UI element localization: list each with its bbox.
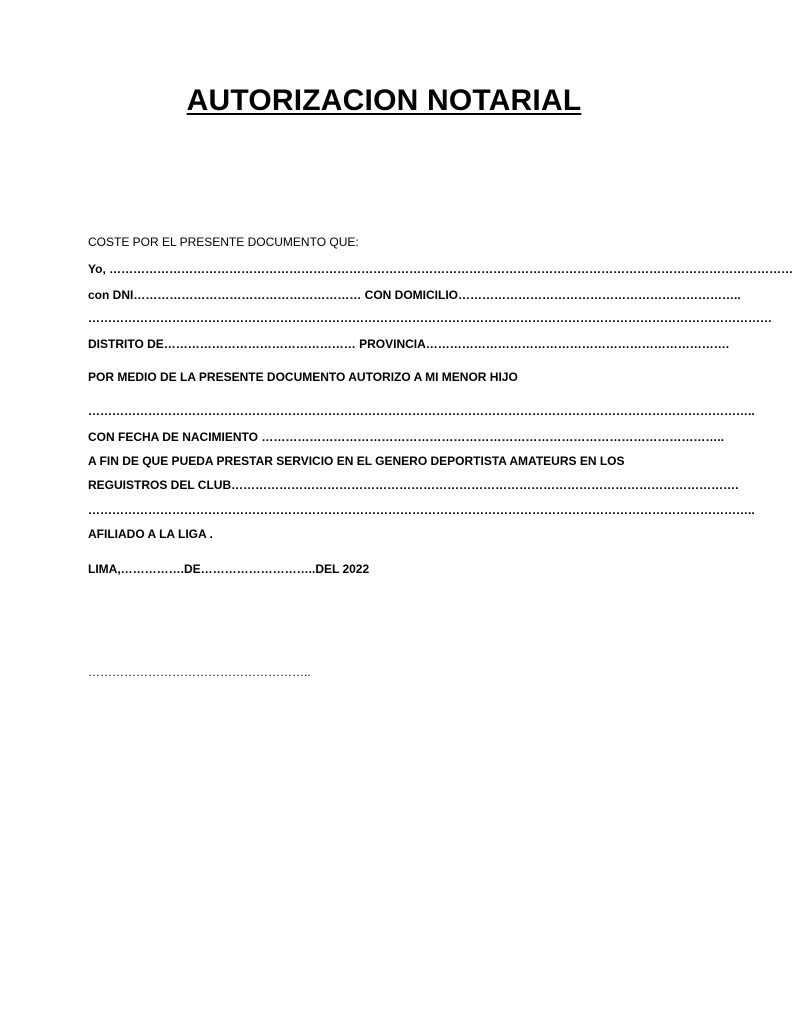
purpose-line: A FIN DE QUE PUEDA PRESTAR SERVICIO EN EL GENERO DEPORTISTA AMATEURS EN LOS: [88, 454, 625, 468]
birth-date-line: CON FECHA DE NACIMIENTO ……………………………………………………………………………………………………..: [88, 430, 725, 444]
signature-line: ………………………………………………..: [88, 665, 311, 679]
dni-domicilio-line: con DNI………………………………………………… CON DOMICILIO……………………………………………………………..: [88, 288, 741, 302]
authorization-statement: POR MEDIO DE LA PRESENTE DOCUMENTO AUTORIZO A MI MENOR HIJO: [88, 370, 518, 384]
name-field-line: Yo, ………………………………………………………………………………………………………………………………………………………: [88, 262, 793, 276]
league-line: AFILIADO A LA LIGA .: [88, 527, 213, 541]
club-continuation-line: …………………………………………………………………………………………………………………………………………………..: [88, 503, 755, 517]
distrito-provincia-line: DISTRITO DE………………………………………… PROVINCIA………………………………………………………………….: [88, 337, 730, 351]
intro-line: COSTE POR EL PRESENTE DOCUMENTO QUE:: [88, 235, 359, 249]
club-line: REGUISTROS DEL CLUB……………………………………………………………………………………………………………….: [88, 478, 739, 492]
date-line: LIMA,…………….DE………………………..DEL 2022: [88, 562, 370, 576]
child-name-line: …………………………………………………………………………………………………………………………………………………..: [88, 404, 755, 418]
address-continuation-line: ………………………………………………………………………………………………………………………………………………………: [88, 311, 772, 325]
document-title: AUTORIZACION NOTARIAL: [186, 84, 582, 117]
